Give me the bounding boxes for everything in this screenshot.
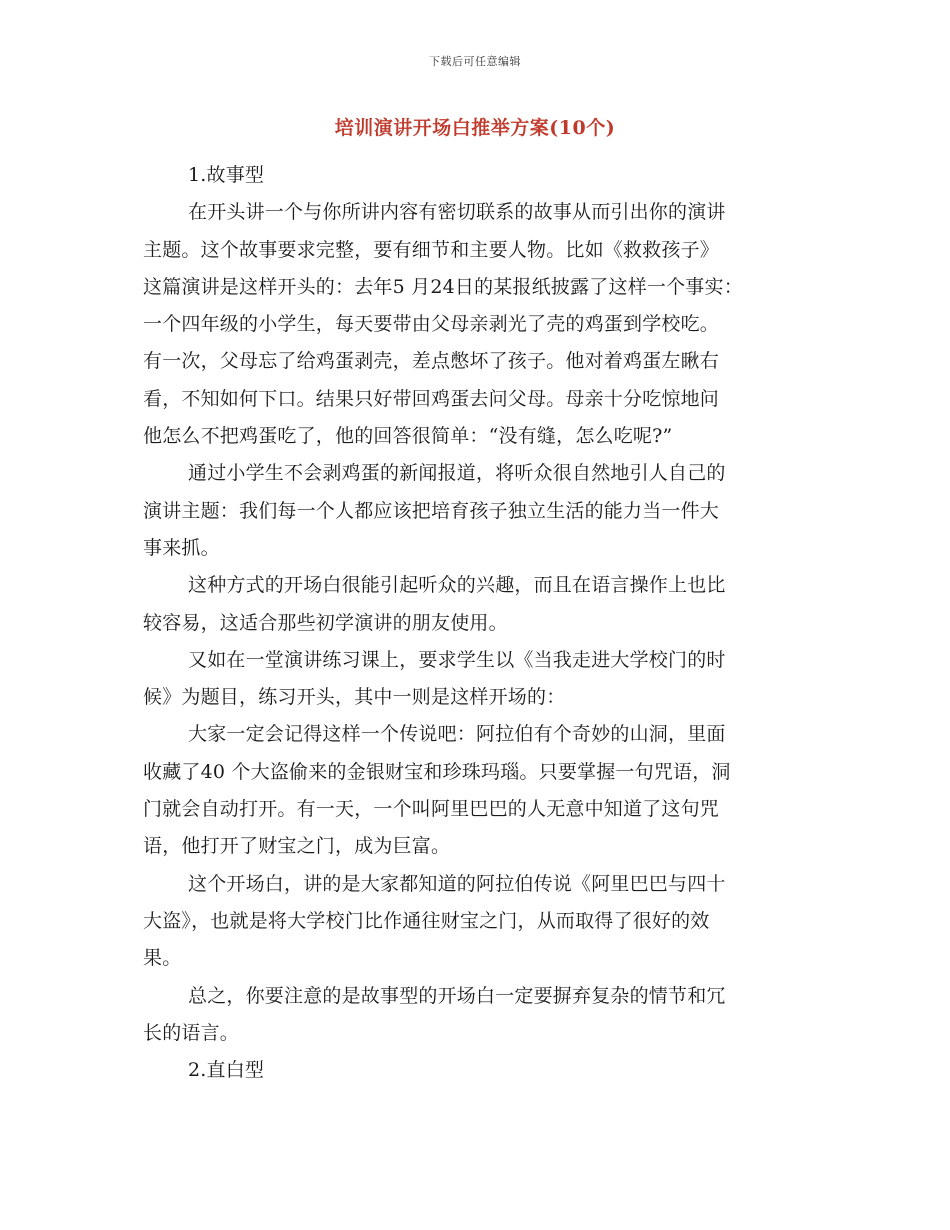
text-line: 事来抓。 [143, 536, 220, 559]
text-line: 演讲主题：我们每一个人都应该把培育孩子独立生活的能力当一件大 [143, 499, 720, 522]
text-line: 有一次，父母忘了给鸡蛋剥壳，差点憋坏了孩子。他对着鸡蛋左瞅右 [143, 350, 720, 373]
header-note: 下载后可任意编辑 [429, 55, 521, 68]
text-line: 这个开场白，讲的是大家都知道的阿拉伯传说《阿里巴巴与四十 [188, 872, 726, 895]
document-body [143, 157, 813, 1089]
text-line: 大家一定会记得这样一个传说吧：阿拉伯有个奇妙的山洞，里面 [188, 723, 726, 746]
text-line: 果。 [143, 947, 182, 970]
text-line: 一个四年级的小学生，每天要带由父母亲剥光了壳的鸡蛋到学校吃。 [143, 313, 720, 336]
text-line: 门就会自动打开。有一天，一个叫阿里巴巴的人无意中知道了这句咒 [143, 798, 720, 821]
text-line: 这种方式的开场白很能引起听众的兴趣，而且在语言操作上也比 [188, 574, 726, 597]
text-line: 又如在一堂演讲练习课上，要求学生以《当我走进大学校门的时 [188, 648, 726, 671]
document-title: 培训演讲开场白推举方案(10个) [334, 117, 616, 139]
text-line: 收藏了40 个大盗偷来的金银财宝和珍珠玛瑙。只要掌握一句咒语，洞 [143, 760, 731, 783]
text-line: 他怎么不把鸡蛋吃了，他的回答很简单：“没有缝，怎么吃呢?” [143, 425, 673, 448]
text-line: 2.直白型 [188, 1059, 265, 1082]
text-line: 看，不知如何下口。结果只好带回鸡蛋去问父母。母亲十分吃惊地问 [143, 387, 720, 410]
text-line: 长的语言。 [143, 1021, 240, 1044]
text-line: 总之，你要注意的是故事型的开场白一定要摒弃复杂的情节和冗 [188, 984, 726, 1007]
text-line: 这篇演讲是这样开头的：去年5 月24日的某报纸披露了这样一个事实： [143, 275, 743, 298]
text-line: 候》为题目，练习开头，其中一则是这样开场的： [143, 686, 566, 709]
text-line: 语，他打开了财宝之门，成为巨富。 [143, 835, 451, 858]
text-line: 在开头讲一个与你所讲内容有密切联系的故事从而引出你的演讲 [188, 201, 726, 224]
text-line: 大盗》，也就是将大学校门比作通往财宝之门，从而取得了很好的效 [143, 909, 710, 932]
text-line: 通过小学生不会剥鸡蛋的新闻报道，将听众很自然地引人自己的 [188, 462, 726, 485]
text-line: 1.故事型 [188, 164, 265, 186]
text-line: 较容易，这适合那些初学演讲的朋友使用。 [143, 611, 508, 634]
text-line: 主题。这个故事要求完整，要有细节和主要人物。比如《救救孩子》 [143, 238, 720, 261]
